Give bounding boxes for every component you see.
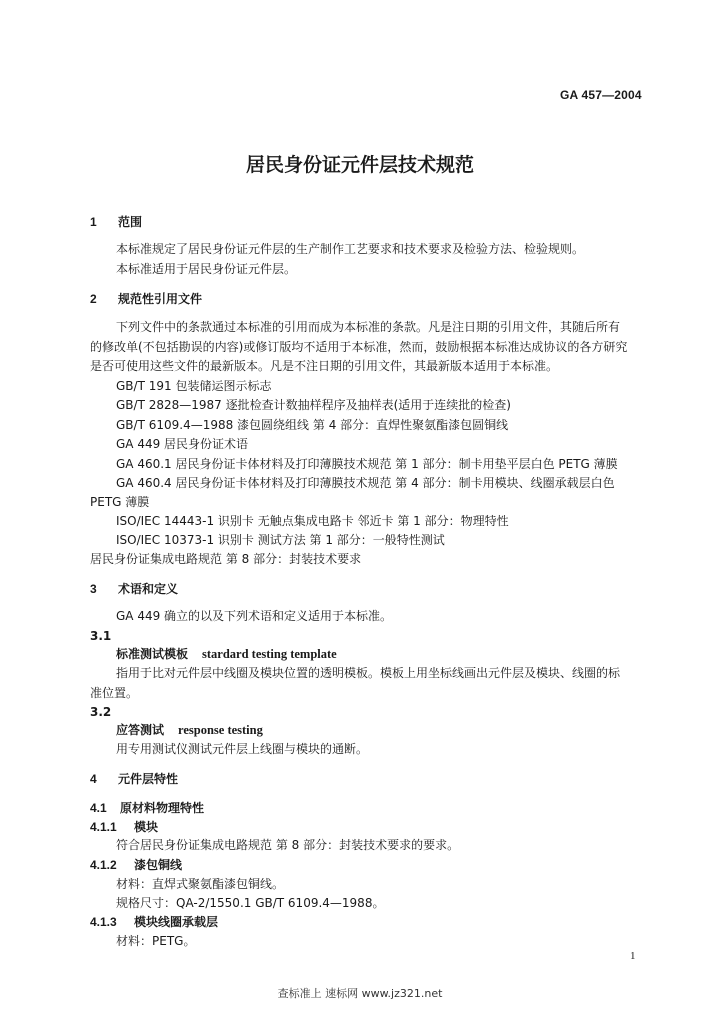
reference-item: GA 460.4 居民身份证卡体材料及打印薄膜技术规范 第 4 部分：制卡用模块、线圈承载层白色 <box>116 476 615 490</box>
section-title: 原材料物理特性 <box>120 801 205 815</box>
section-number: 4 <box>90 772 97 786</box>
reference-item: GB/T 2828—1987 逐批检查计数抽样程序及抽样表(适用于连续批的检查) <box>116 398 511 412</box>
paragraph: GA 449 确立的以及下列术语和定义适用于本标准。 <box>116 609 393 623</box>
reference-item: PETG 薄膜 <box>90 495 150 509</box>
section-number: 4.1 <box>90 801 107 815</box>
section-title: 漆包铜线 <box>134 858 183 872</box>
section-3-heading <box>90 580 178 597</box>
term-definition: 指用于比对元件层中线圈及模块位置的透明模板。模板上用坐标线画出元件层及模块、线圈的标 <box>116 666 621 680</box>
term-number: 3.2 <box>90 705 112 719</box>
term-definition: 准位置。 <box>90 686 139 700</box>
subsection-4-1-1-heading <box>90 818 158 835</box>
section-title: 术语和定义 <box>118 582 179 596</box>
paragraph: 本标准规定了居民身份证元件层的生产制作工艺要求和技术要求及检验方法、检验规则。 <box>116 242 585 256</box>
reference-item: ISO/IEC 14443-1 识别卡 无触点集成电路卡 邻近卡 第 1 部分：物理特性 <box>116 514 509 528</box>
section-title: 元件层特性 <box>118 772 179 786</box>
term-en: response testing <box>178 723 263 737</box>
section-number: 4.1.1 <box>90 820 117 834</box>
subsection-4-1-heading <box>90 799 204 816</box>
section-1-heading <box>90 213 142 230</box>
paragraph: 下列文件中的条款通过本标准的引用而成为本标准的条款。凡是注日期的引用文件，其随后所有 <box>116 320 621 334</box>
paragraph: 符合居民身份证集成电路规范 第 8 部分：封装技术要求的要求。 <box>116 838 460 852</box>
reference-item: GA 449 居民身份证术语 <box>116 437 249 451</box>
reference-item: GB/T 6109.4—1988 漆包圆绕组线 第 4 部分：直焊性聚氨酯漆包圆铜线 <box>116 418 509 432</box>
term-en: stardard testing template <box>202 647 337 661</box>
page-number: 1 <box>630 950 636 962</box>
paragraph: 本标准适用于居民身份证元件层。 <box>116 262 297 276</box>
section-title: 模块线圈承载层 <box>134 915 219 929</box>
standard-code: GA 457—2004 <box>560 88 642 102</box>
paragraph: 的修改单(不包括勘误的内容)或修订版均不适用于本标准，然而，鼓励根据本标准达成协议的各方研究 <box>90 340 628 354</box>
document-title: 居民身份证元件层技术规范 <box>245 154 474 176</box>
reference-item: 居民身份证集成电路规范 第 8 部分：封装技术要求 <box>90 552 362 566</box>
section-number: 4.1.2 <box>90 858 117 872</box>
section-title: 范围 <box>118 215 143 229</box>
reference-item: ISO/IEC 10373-1 识别卡 测试方法 第 1 部分：一般特性测试 <box>116 533 445 547</box>
term-number: 3.1 <box>90 629 112 643</box>
paragraph: 材料：PETG。 <box>116 934 196 948</box>
term-heading <box>116 645 337 664</box>
section-number: 2 <box>90 292 97 306</box>
footer-watermark: 查标准上 速标网 www.jz321.net <box>277 987 443 1000</box>
term-zh: 应答测试 <box>116 723 165 737</box>
section-2-heading <box>90 290 202 307</box>
term-definition: 用专用测试仪测试元件层上线圈与模块的通断。 <box>116 742 369 756</box>
term-heading <box>116 721 263 740</box>
section-number: 3 <box>90 582 97 596</box>
reference-item: GB/T 191 包装储运图示标志 <box>116 379 272 393</box>
section-number: 1 <box>90 215 97 229</box>
section-title: 规范性引用文件 <box>118 292 203 306</box>
term-zh: 标准测试模板 <box>116 647 189 661</box>
paragraph: 材料：直焊式聚氨酯漆包铜线。 <box>116 877 285 891</box>
paragraph: 规格尺寸：QA-2/1550.1 GB/T 6109.4—1988。 <box>116 896 385 910</box>
paragraph: 是否可使用这些文件的最新版本。凡是不注日期的引用文件，其最新版本适用于本标准。 <box>90 359 559 373</box>
section-number: 4.1.3 <box>90 915 117 929</box>
section-4-heading <box>90 770 178 787</box>
subsection-4-1-3-heading <box>90 913 218 930</box>
reference-item: GA 460.1 居民身份证卡体材料及打印薄膜技术规范 第 1 部分：制卡用垫平层白色 PETG 薄膜 <box>116 457 618 471</box>
section-title: 模块 <box>134 820 159 834</box>
subsection-4-1-2-heading <box>90 856 182 873</box>
